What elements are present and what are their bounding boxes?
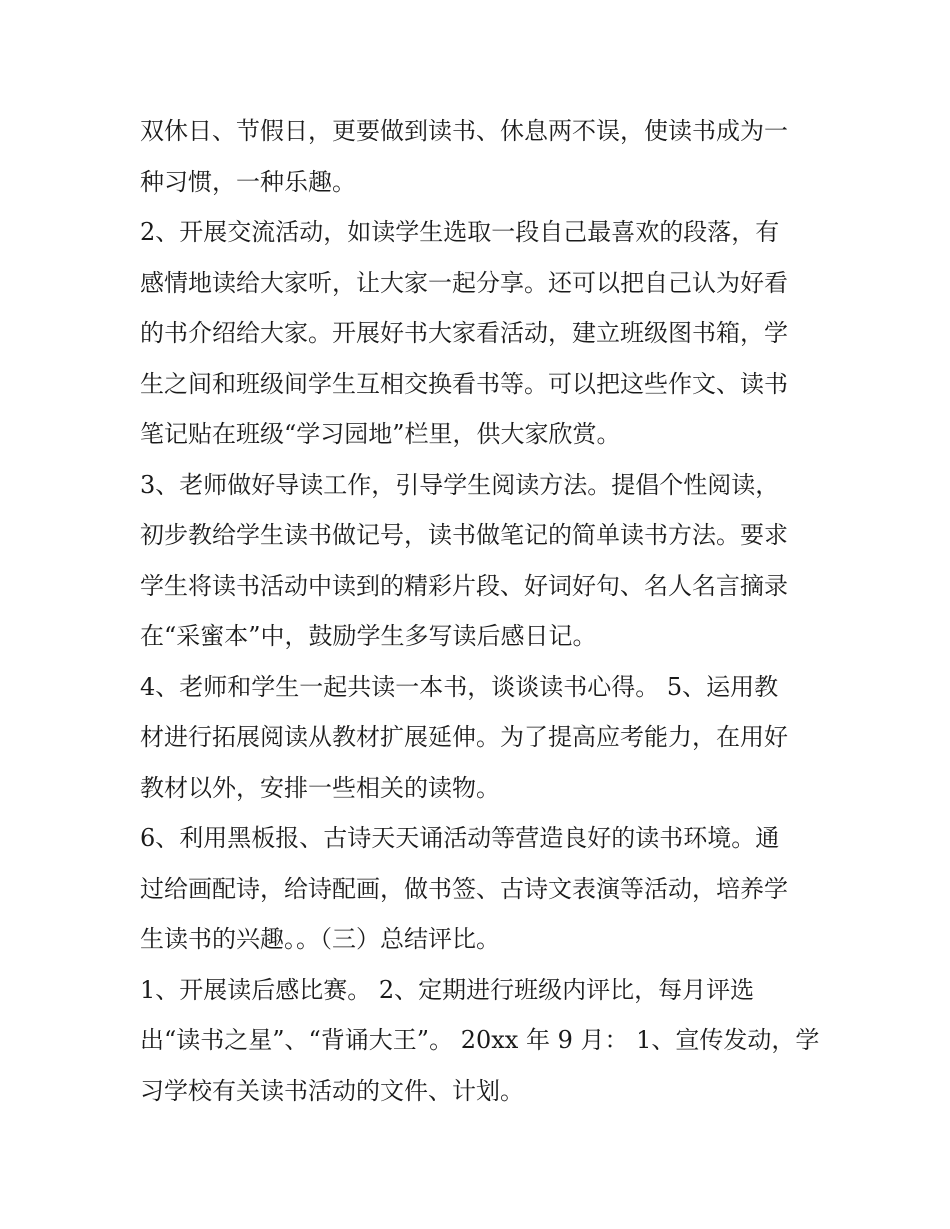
text-line: 初步教给学生读书做记号，读书做笔记的简单读书方法。要求 <box>140 521 788 549</box>
text-line: 感情地读给大家听，让大家一起分享。还可以把自己认为好看 <box>140 268 788 297</box>
text-line: 1、开展读后感比赛。 2、定期进行班级内评比，每月评选 <box>140 975 755 1004</box>
text-line: 习学校有关读书活动的文件、计划。 <box>140 1076 524 1105</box>
text-line: 学生将读书活动中读到的精彩片段、好词好句、名人名言摘录 <box>140 571 788 600</box>
text-line: 6、利用黑板报、古诗天天诵活动等营造良好的读书环境。通 <box>140 824 780 852</box>
text-line: 在“采蜜本”中，鼓励学生多写读后感日记。 <box>140 622 597 650</box>
text-line: 生读书的兴趣。。（三）总结评比。 <box>140 925 500 953</box>
text-line: 笔记贴在班级“学习园地”栏里，供大家欣赏。 <box>140 420 621 448</box>
text-line: 材进行拓展阅读从教材扩展延伸。为了提高应考能力，在用好 <box>140 723 788 751</box>
text-line: 3、老师做好导读工作，引导学生阅读方法。提倡个性阅读， <box>140 470 780 499</box>
text-line: 种习惯，一种乐趣。 <box>140 167 356 196</box>
text-line: 过给画配诗，给诗配画，做书签、古诗文表演等活动，培养学 <box>140 874 788 903</box>
document-body <box>140 106 820 1116</box>
text-line: 生之间和班级间学生互相交换看书等。可以把这些作文、读书 <box>140 369 788 398</box>
text-line: 出“读书之星”、“背诵大王”。 20xx 年 9 月： 1、宣传发动，学 <box>140 1026 820 1054</box>
text-line: 教材以外，安排一些相关的读物。 <box>140 773 500 802</box>
text-line: 双休日、节假日，更要做到读书、休息两不误，使读书成为一 <box>140 117 788 145</box>
text-line: 2、开展交流活动，如读学生选取一段自己最喜欢的段落，有 <box>140 218 780 246</box>
text-line: 的书介绍给大家。开展好书大家看活动，建立班级图书箱，学 <box>140 319 788 347</box>
text-line: 4、老师和学生一起共读一本书，谈谈读书心得。 5、运用教 <box>140 672 779 701</box>
